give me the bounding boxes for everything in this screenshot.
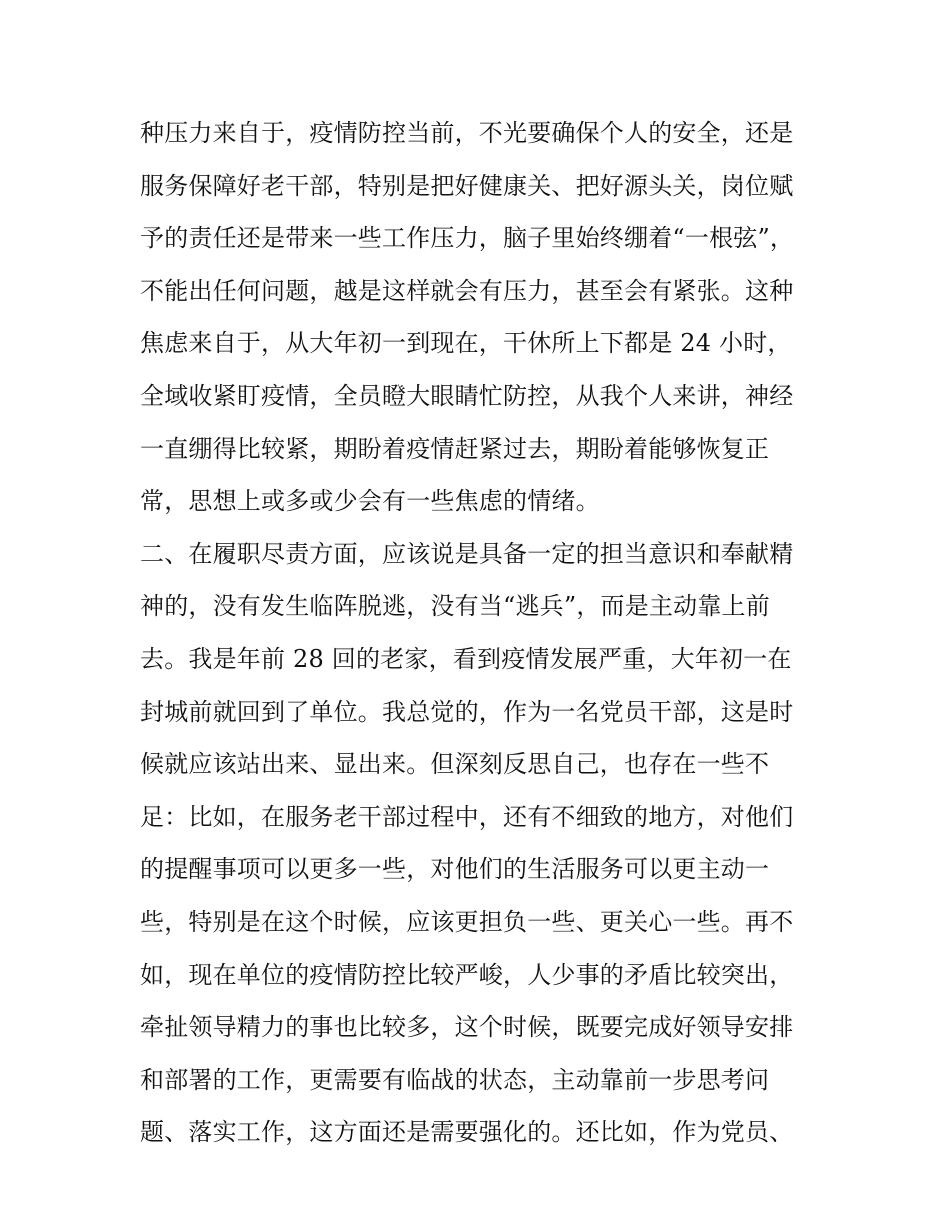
- text-line: 服务保障好老干部，特别是把好健康关、把好源头关，岗位赋: [140, 171, 794, 200]
- text-line: 题、落实工作，这方面还是需要强化的。还比如，作为党员、: [140, 1118, 794, 1147]
- text-line: 如，现在单位的疫情防控比较严峻，人少事的矛盾比较突出，: [140, 960, 794, 989]
- text-line: 和部署的工作，更需要有临战的状态，主动靠前一步思考问: [140, 1065, 770, 1094]
- text-line: 牵扯领导精力的事也比较多，这个时候，既要完成好领导安排: [140, 1013, 794, 1042]
- text-line: 去。我是年前 28 回的老家，看到疫情发展严重，大年初一在: [140, 644, 792, 673]
- text-line: 种压力来自于，疫情防控当前，不光要确保个人的安全，还是: [140, 119, 794, 147]
- text-line: 常，思想上或多或少会有一些焦虑的情绪。: [140, 487, 600, 516]
- text-line: 不能出任何问题，越是这样就会有压力，甚至会有紧张。这种: [140, 276, 794, 305]
- body-text: [140, 107, 820, 1159]
- text-line: 焦虑来自于，从大年初一到现在，干休所上下都是 24 小时，: [140, 329, 792, 358]
- text-line: 一直绷得比较紧，期盼着疫情赶紧过去，期盼着能够恢复正: [140, 434, 770, 463]
- text-line: 二、在履职尽责方面，应该说是具备一定的担当意识和奉献精: [140, 539, 794, 568]
- text-line: 的提醒事项可以更多一些，对他们的生活服务可以更主动一: [140, 855, 770, 884]
- text-line: 封城前就回到了单位。我总觉的，作为一名党员干部，这是时: [140, 697, 794, 726]
- text-line: 候就应该站出来、显出来。但深刻反思自己，也存在一些不: [140, 750, 770, 779]
- text-line: 些，特别是在这个时候，应该更担负一些、更关心一些。再不: [140, 907, 794, 936]
- text-line: 足：比如，在服务老干部过程中，还有不细致的地方，对他们: [140, 802, 794, 831]
- text-line: 全域收紧盯疫情，全员瞪大眼睛忙防控，从我个人来讲，神经: [140, 381, 794, 410]
- text-line: 神的，没有发生临阵脱逃，没有当“逃兵”，而是主动靠上前: [140, 592, 770, 621]
- text-line: 予的责任还是带来一些工作压力，脑子里始终绷着“一根弦”，: [140, 224, 795, 253]
